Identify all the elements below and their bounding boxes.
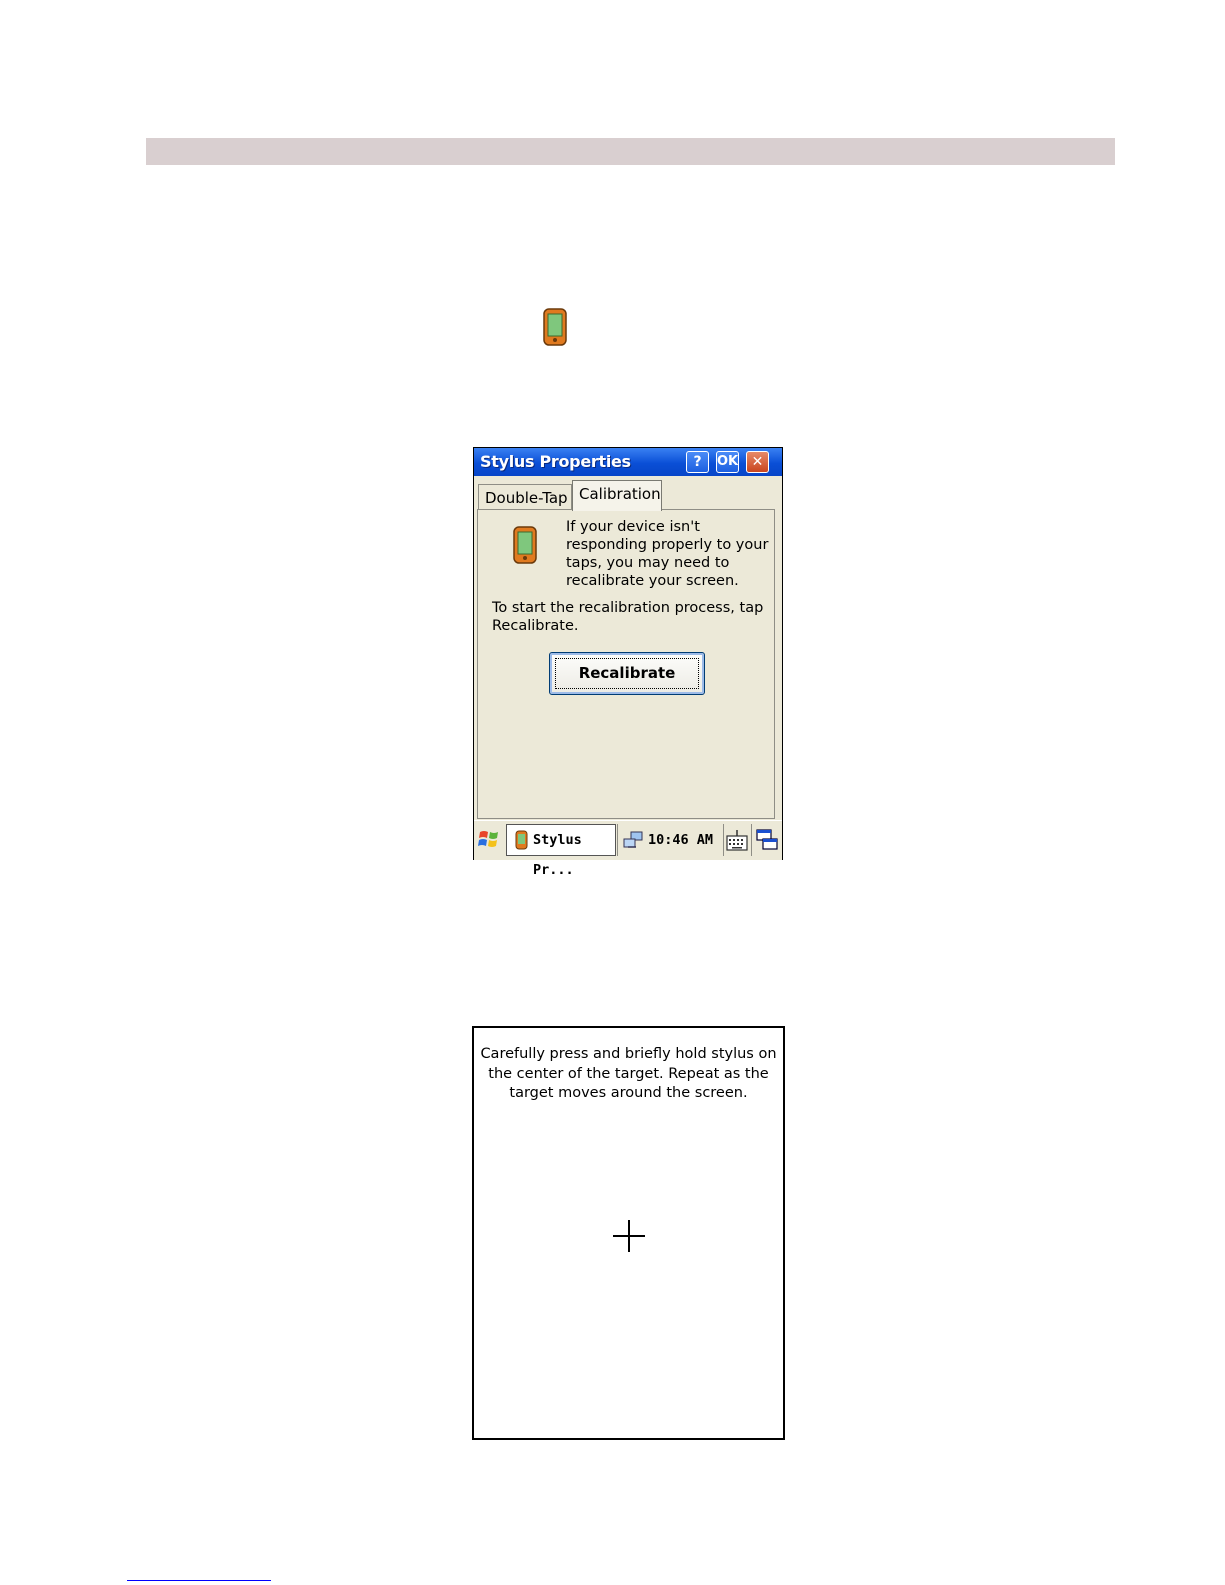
calibration-screen [472,1026,785,1440]
help-button[interactable]: ? [686,451,709,473]
calibration-instruction: To start the recalibration process, tap Recalibrate. [492,600,764,634]
windows-start-icon[interactable] [477,827,501,851]
stylus-device-icon [515,830,528,850]
focus-rectangle [555,658,699,689]
stylus-device-icon [541,307,569,347]
recalibrate-button-label: Recalibrate [578,664,676,682]
taskbar-separator [723,824,724,856]
window-title: Stylus Properties [480,452,631,471]
footnote-rule [127,1580,271,1581]
section-header-bar [146,138,1115,165]
system-tray [620,824,722,856]
stylus-device-icon [512,525,538,565]
network-icon[interactable] [622,830,644,850]
title-bar [474,448,782,476]
taskbar [474,820,782,878]
calibration-description: If your device isn't responding properly to your taps, you may need to recalibrate your screen. [566,519,769,589]
taskbar-item-stylus-properties[interactable] [506,824,616,878]
close-button[interactable]: ✕ [746,451,769,473]
clock[interactable]: 10:46 AM [648,832,714,848]
tab-calibration[interactable]: Calibration [572,480,662,511]
taskbar-item-label: Stylus Pr... [533,832,582,878]
keyboard-icon[interactable] [726,828,748,852]
taskbar-separator [617,824,618,856]
crosshair-target-icon[interactable] [613,1220,645,1252]
calibration-screen-instruction: Carefully press and briefly hold stylus on the center of the target. Repeat as the target moves around the screen. [480,1046,777,1101]
stylus-properties-window [473,447,783,878]
calibration-panel [477,509,775,819]
recalibrate-button[interactable] [549,652,705,695]
tab-double-tap[interactable]: Double-Tap [478,484,572,510]
switch-windows-icon[interactable] [755,828,779,852]
ok-button[interactable]: OK [716,451,739,473]
taskbar-separator [751,824,752,856]
